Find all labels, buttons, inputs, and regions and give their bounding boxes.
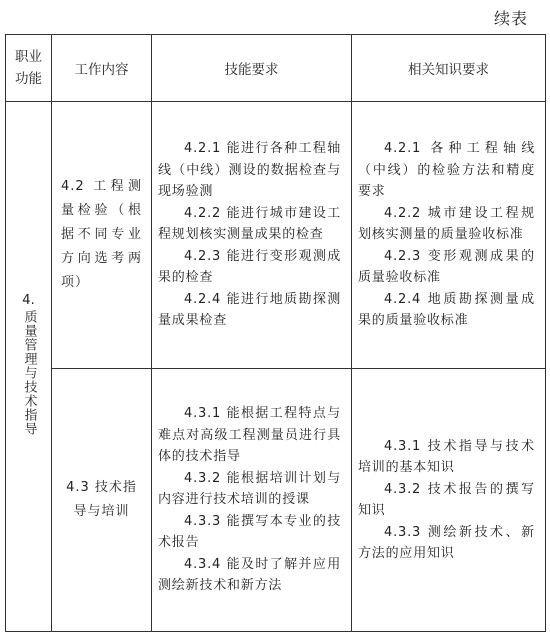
knowledge-cell [352, 369, 546, 632]
table-row [6, 369, 546, 632]
work-content-cell: 4.3 技术指导与培训 [52, 369, 152, 632]
skill-item: 4.3.2 能根据培训计划与内容进行技术培训的授课 [158, 470, 341, 508]
knowledge-item: 4.2.2 城市建设工程规划核实测量的质量验收标准 [358, 205, 535, 243]
skills-cell [152, 102, 352, 369]
header-function: 职业功能 [6, 35, 52, 102]
header-skills: 技能要求 [152, 35, 352, 102]
header-knowledge: 相关知识要求 [352, 35, 546, 102]
skill-item: 4.2.1 能进行各种工程轴线（中线）测设的数据检查与现场验测 [158, 141, 341, 200]
continued-label: 续表 [493, 9, 528, 28]
skill-item: 4.3.1 能根据工程特点与难点对高级工程测量员进行具体的技术指导 [158, 406, 341, 465]
knowledge-item: 4.3.3 测绘新技术、新方法的应用知识 [358, 524, 535, 561]
knowledge-item: 4.2.1 各种工程轴线（中线）的检验方法和精度要求 [358, 141, 535, 200]
header-row [6, 35, 546, 102]
table-row [6, 102, 546, 369]
knowledge-item: 4.2.4 地质勘探测量成果的质量验收标准 [358, 291, 535, 329]
skill-item: 4.3.3 能撰写本专业的技术报告 [158, 513, 341, 551]
skills-cell [152, 369, 352, 632]
skill-item: 4.2.4 能进行地质勘探测量成果检查 [158, 291, 341, 329]
function-cell [6, 102, 52, 632]
skill-item: 4.3.4 能及时了解并应用测绘新技术和新方法 [158, 556, 341, 594]
skill-item: 4.2.3 能进行变形观测成果的检查 [158, 248, 341, 286]
knowledge-cell [352, 102, 546, 369]
function-number: 4. [22, 293, 35, 308]
function-name: 质量管理与技术指导 [21, 310, 37, 436]
skills-table [5, 34, 546, 632]
knowledge-item: 4.2.3 变形观测成果的质量验收标准 [358, 248, 535, 286]
knowledge-item: 4.3.1 技术指导与技术培训的基本知识 [358, 438, 535, 475]
header-work-content: 工作内容 [52, 35, 152, 102]
knowledge-item: 4.3.2 技术报告的撰写知识 [358, 481, 535, 518]
work-content-cell: 4.2 工程测量检验（根据不同专业方向选考两项） [52, 102, 152, 369]
skill-item: 4.2.2 能进行城市建设工程规划核实测量成果的检查 [158, 205, 341, 243]
